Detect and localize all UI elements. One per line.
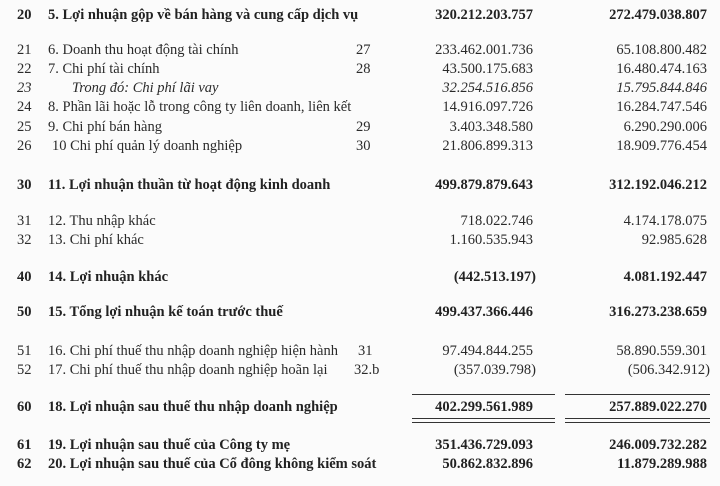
- previous-period-value: 6.290.290.006: [623, 119, 707, 135]
- current-period-value: 21.806.899.313: [442, 138, 533, 154]
- row-label: 10 Chi phí quản lý doanh nghiệp: [52, 138, 243, 154]
- row-label: 14. Lợi nhuận khác: [48, 269, 169, 285]
- row-code: 23: [17, 80, 32, 96]
- previous-period-value: 11.879.289.988: [617, 456, 707, 472]
- previous-period-value: 246.009.732.282: [609, 437, 707, 453]
- current-period-value: 718.022.746: [460, 213, 533, 229]
- current-period-value: (442.513.197): [453, 269, 536, 285]
- current-period-value: 50.862.832.896: [442, 456, 533, 472]
- row-code: 40: [17, 269, 32, 285]
- subtotal-rule-previous: [565, 394, 710, 395]
- statement-row-32: [0, 230, 720, 250]
- statement-row-26: [0, 136, 720, 156]
- previous-period-value: 316.273.238.659: [609, 304, 707, 320]
- row-note: 32.b: [354, 362, 380, 378]
- row-note: 27: [356, 42, 371, 58]
- statement-row-60: [0, 397, 720, 417]
- current-period-value: 32.254.516.856: [442, 80, 533, 96]
- row-code: 31: [17, 213, 32, 229]
- row-code: 61: [17, 437, 32, 453]
- current-period-value: 233.462.001.736: [435, 42, 533, 58]
- current-period-value: 3.403.348.580: [449, 119, 533, 135]
- row-code: 24: [17, 99, 32, 115]
- row-code: 51: [17, 343, 32, 359]
- statement-row-31: [0, 211, 720, 231]
- row-code: 26: [17, 138, 32, 154]
- statement-row-30: [0, 175, 720, 195]
- previous-period-value: 65.108.800.482: [616, 42, 707, 58]
- statement-row-25: [0, 117, 720, 137]
- previous-period-value: 16.480.474.163: [616, 61, 707, 77]
- row-label: 5. Lợi nhuận gộp về bán hàng và cung cấp dịch vụ: [48, 7, 359, 23]
- row-label: 12. Thu nhập khác: [48, 213, 156, 229]
- row-label: 15. Tổng lợi nhuận kế toán trước thuế: [48, 304, 283, 320]
- row-label: 19. Lợi nhuận sau thuế của Công ty mẹ: [48, 437, 291, 453]
- subtotal-rule-current: [412, 394, 555, 395]
- row-note: 31: [358, 343, 373, 359]
- row-code: 21: [17, 42, 32, 58]
- row-label: 9. Chi phí bán hàng: [48, 119, 162, 135]
- current-period-value: 97.494.844.255: [442, 343, 533, 359]
- previous-period-value: 92.985.628: [641, 232, 707, 248]
- previous-period-value: 4.081.192.447: [623, 269, 707, 285]
- row-label: 7. Chi phí tài chính: [48, 61, 160, 77]
- statement-row-22: [0, 59, 720, 79]
- previous-period-value: 16.284.747.546: [616, 99, 707, 115]
- row-label: 17. Chi phí thuế thu nhập doanh nghiệp hoãn lại: [48, 362, 328, 378]
- statement-row-20: [0, 5, 720, 25]
- current-period-value: 320.212.203.757: [435, 7, 533, 23]
- previous-period-value: 312.192.046.212: [609, 177, 707, 193]
- statement-row-21: [0, 40, 720, 60]
- row-code: 52: [17, 362, 32, 378]
- row-code: 25: [17, 119, 32, 135]
- row-label: 11. Lợi nhuận thuần từ hoạt động kinh doanh: [48, 177, 331, 193]
- current-period-value: 402.299.561.989: [435, 399, 533, 415]
- current-period-value: (357.039.798): [453, 362, 536, 378]
- statement-row-40: [0, 267, 720, 287]
- statement-row-61: [0, 435, 720, 455]
- row-label: 18. Lợi nhuận sau thuế thu nhập doanh nghiệp: [48, 399, 338, 415]
- previous-period-value: 257.889.022.270: [609, 399, 707, 415]
- row-note: 28: [356, 61, 371, 77]
- previous-period-value: (506.342.912): [627, 362, 710, 378]
- row-code: 50: [17, 304, 32, 320]
- total-double-rule-previous: [565, 418, 710, 423]
- previous-period-value: 58.890.559.301: [616, 343, 707, 359]
- statement-row-52: [0, 360, 720, 380]
- previous-period-value: 272.479.038.807: [609, 7, 707, 23]
- current-period-value: 14.916.097.726: [442, 99, 533, 115]
- row-code: 32: [17, 232, 32, 248]
- previous-period-value: 18.909.776.454: [616, 138, 707, 154]
- row-note: 30: [356, 138, 371, 154]
- statement-row-24: [0, 97, 720, 117]
- row-code: 60: [17, 399, 32, 415]
- statement-row-50: [0, 302, 720, 322]
- row-label: 8. Phần lãi hoặc lỗ trong công ty liên doanh, liên kết: [48, 99, 352, 115]
- previous-period-value: 4.174.178.075: [623, 213, 707, 229]
- row-note: 29: [356, 119, 371, 135]
- row-code: 22: [17, 61, 32, 77]
- row-label: 13. Chi phí khác: [48, 232, 144, 248]
- row-code: 62: [17, 456, 32, 472]
- row-label: 20. Lợi nhuận sau thuế của Cổ đông không kiểm soát: [48, 456, 377, 472]
- row-code: 30: [17, 177, 32, 193]
- row-label: Trong đó: Chi phí lãi vay: [72, 80, 219, 96]
- current-period-value: 499.879.879.643: [435, 177, 533, 193]
- statement-row-23: [0, 78, 720, 98]
- statement-row-62: [0, 454, 720, 474]
- statement-row-51: [0, 341, 720, 361]
- previous-period-value: 15.795.844.846: [616, 80, 707, 96]
- total-double-rule-current: [412, 418, 555, 423]
- current-period-value: 351.436.729.093: [435, 437, 533, 453]
- current-period-value: 43.500.175.683: [442, 61, 533, 77]
- row-label: 16. Chi phí thuế thu nhập doanh nghiệp hiện hành: [48, 343, 338, 359]
- row-label: 6. Doanh thu hoạt động tài chính: [48, 42, 239, 58]
- row-code: 20: [17, 7, 32, 23]
- current-period-value: 499.437.366.446: [435, 304, 533, 320]
- current-period-value: 1.160.535.943: [449, 232, 533, 248]
